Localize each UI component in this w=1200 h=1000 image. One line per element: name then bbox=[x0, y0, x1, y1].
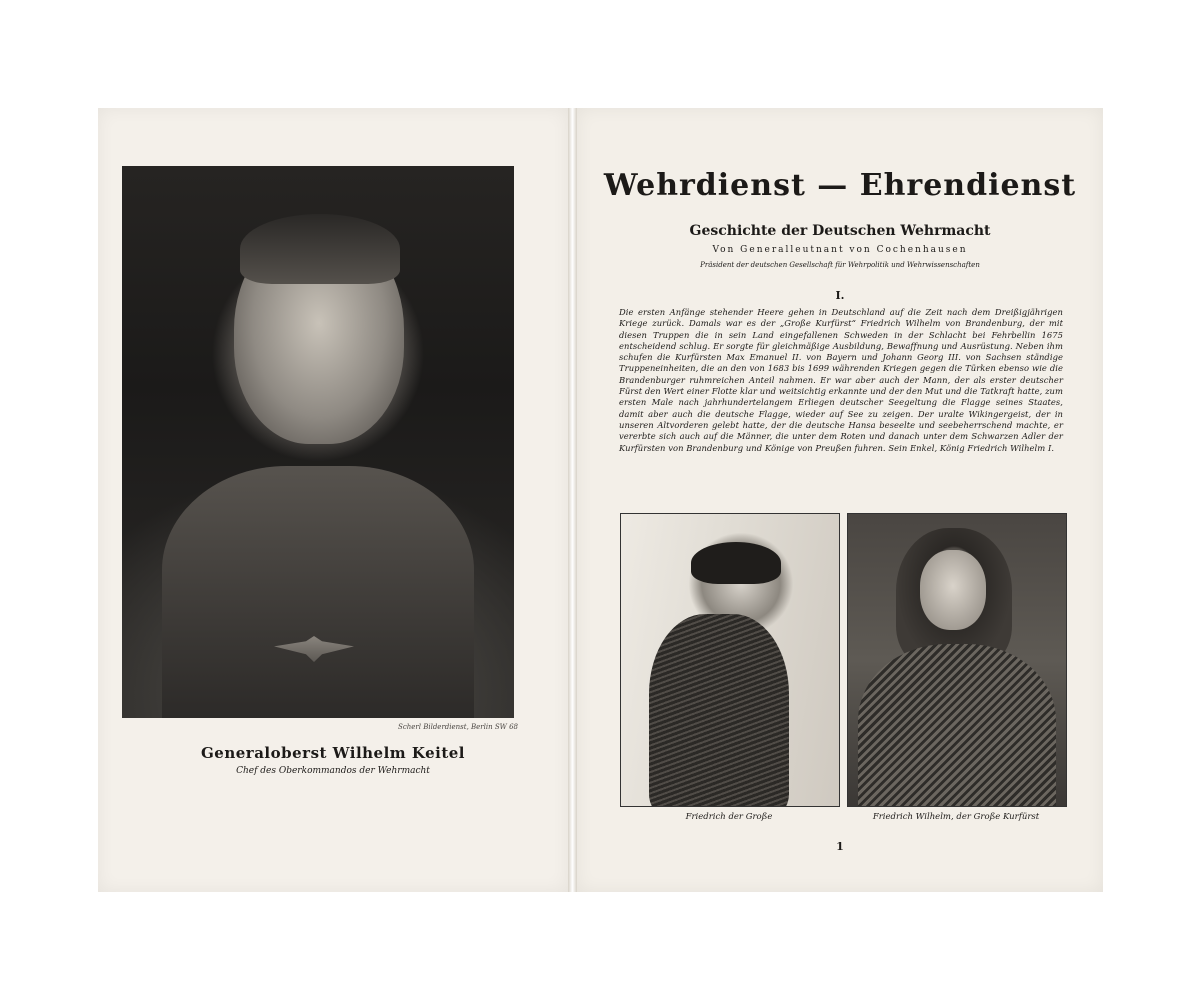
section-number: I. bbox=[835, 289, 845, 302]
book-gutter bbox=[568, 108, 577, 892]
figure-friedrich-der-grosse bbox=[620, 513, 840, 807]
portrait-photo bbox=[122, 166, 514, 718]
figure-body-shape bbox=[649, 614, 789, 807]
author-byline: Von Generalleutnant von Cochenhausen bbox=[712, 245, 968, 255]
tricorn-hat-shape bbox=[691, 542, 781, 584]
face-shape bbox=[920, 550, 986, 630]
article-subtitle: Geschichte der Deutschen Wehrmacht bbox=[689, 223, 991, 239]
right-page bbox=[577, 108, 1103, 892]
figure-left-caption: Friedrich der Große bbox=[685, 812, 773, 822]
page-title: Wehrdienst — Ehrendienst bbox=[603, 168, 1077, 203]
portrait-caption-subtitle: Chef des Oberkommandos der Wehrmacht bbox=[236, 766, 430, 776]
photo-credit: Scherl Bilderdienst, Berlin SW 68 bbox=[398, 723, 518, 731]
figure-right-caption: Friedrich Wilhelm, der Große Kurfürst bbox=[872, 812, 1040, 822]
uniform-shape bbox=[162, 466, 474, 718]
author-affiliation: Präsident der deutschen Gesellschaft für Wehrpolitik und Wehrwissenschaften bbox=[700, 261, 980, 269]
left-page bbox=[98, 108, 568, 892]
article-body: Die ersten Anfänge stehender Heere gehen in Deutschland auf die Zeit nach dem Dreißigjährigen Kriege zurück. Damals war es der „Große Kurfürst“ Friedrich Wilhelm von Brandenburg, der mit diesen Truppen die in sein Land eingefallenen Schweden in der Schlacht bei Fehrbellin 1675 entscheidend schlug. Er sorgte für gleichmäßige Ausbildung, Bewaffnung und Ausrüstung. Neben ihm schufen die Kurfürsten Max Emanuel II. von Bayern und Johann Georg III. von Sachsen ständige Truppeneinheiten, die an den von 1683 bis 1699 währenden Kriegen gegen die Türken ebenso wie die Brandenburger ruhmreichen Anteil nahmen. Er war aber auch der Mann, der als erster deutscher Fürst den Wert einer Flotte klar und weitsichtig erkannte und der den Mut und die Tatkraft hatte, zum ersten Male nach jahrhundertelangem Erliegen deutscher Seegeltung die Flagge seines Staates, damit aber auch die deutsche Flagge, wieder auf See zu zeigen. Der uralte Wikingergeist, der in unseren Altvorderen gelebt hatte, der die deutsche Hansa beseelte und seebeherrschend machte, er vererbte sich auch auf die Männer, die unter dem Roten und danach unter dem Schwarzen Adler der Kurfürsten von Brandenburg und Könige von Preußen fuhren. Sein Enkel, König Friedrich Wilhelm I. bbox=[619, 307, 1063, 453]
figure-grosser-kurfuerst bbox=[847, 513, 1067, 807]
hair-shape bbox=[240, 214, 400, 284]
portrait-caption-title: Generaloberst Wilhelm Keitel bbox=[201, 744, 465, 762]
page-number: 1 bbox=[836, 840, 844, 853]
armor-shape bbox=[858, 644, 1056, 807]
